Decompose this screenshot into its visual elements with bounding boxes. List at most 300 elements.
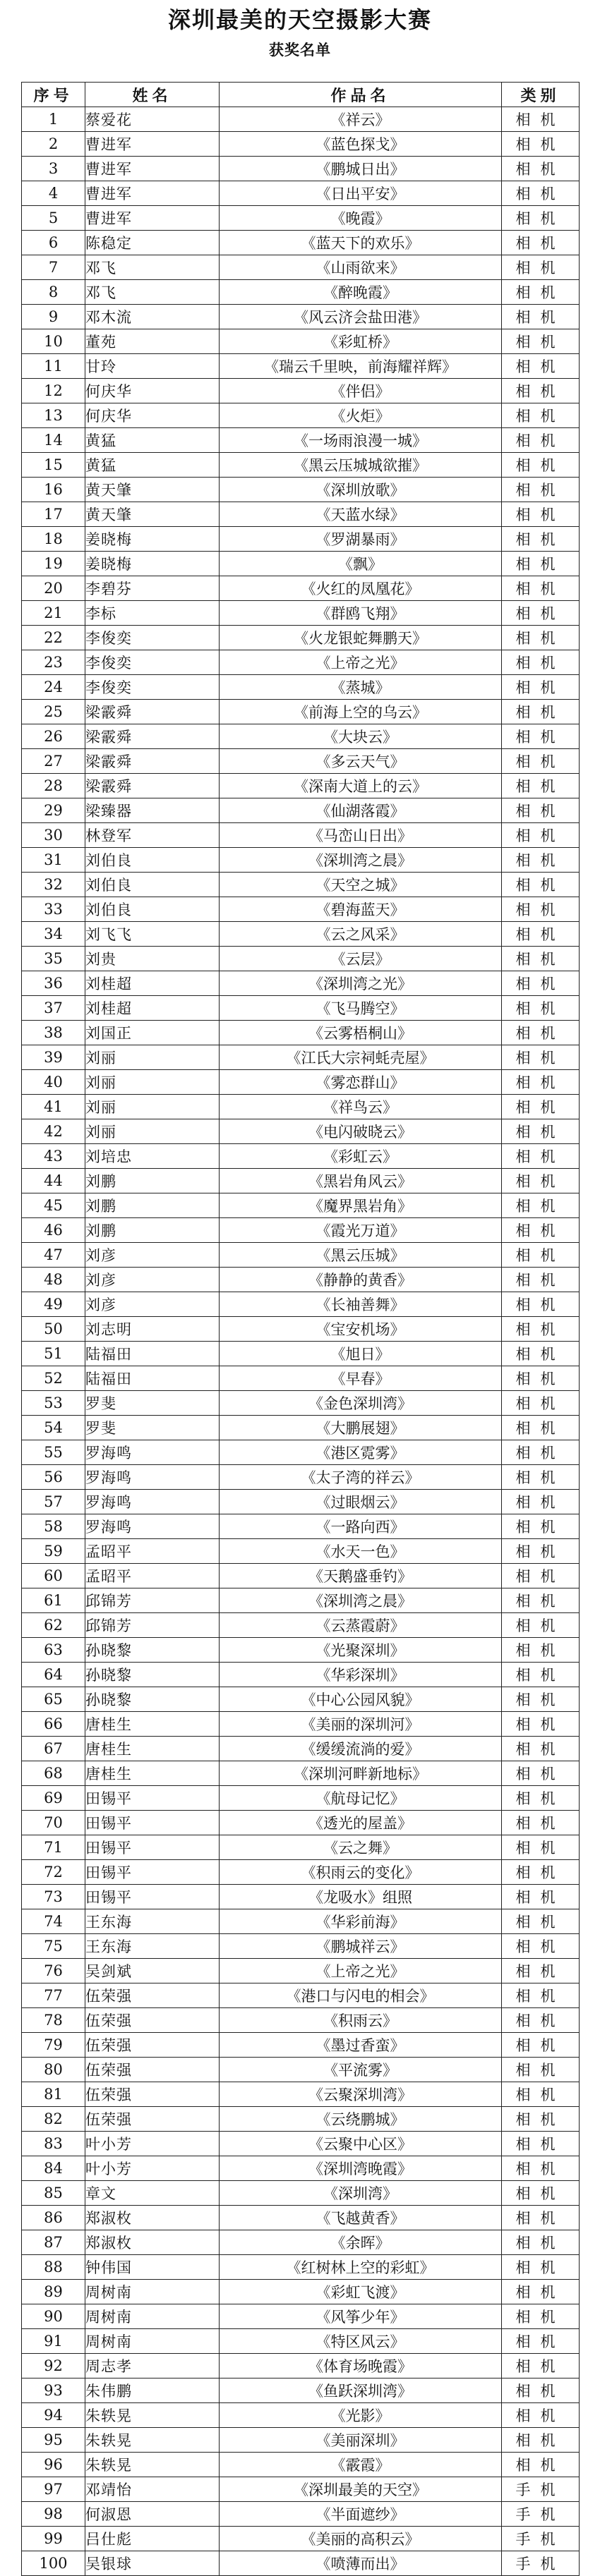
table-row — [22, 181, 580, 206]
serial-number: 84 — [22, 2156, 85, 2181]
photographer-name: 陆福田 — [85, 1342, 220, 1366]
table-row — [22, 1021, 580, 1045]
work-title: 《旭日》 — [220, 1342, 502, 1366]
work-title: 《伴侣》 — [220, 379, 502, 403]
category: 相机 — [502, 132, 580, 157]
photographer-name: 周树南 — [85, 2329, 220, 2354]
table-row — [22, 1934, 580, 1959]
work-title: 《仙湖落霞》 — [220, 798, 502, 823]
category: 相机 — [502, 724, 580, 749]
photographer-name: 刘鹏 — [85, 1193, 220, 1218]
work-title: 《霞光万道》 — [220, 1218, 502, 1243]
serial-number: 68 — [22, 1761, 85, 1786]
table-row — [22, 1095, 580, 1119]
photographer-name: 田锡平 — [85, 1786, 220, 1811]
category: 相机 — [502, 1638, 580, 1663]
table-row — [22, 107, 580, 132]
serial-number: 40 — [22, 1070, 85, 1095]
serial-number: 21 — [22, 601, 85, 626]
category: 相机 — [502, 428, 580, 453]
photographer-name: 朱伟鹏 — [85, 2378, 220, 2403]
category: 相机 — [502, 2255, 580, 2280]
serial-number: 6 — [22, 231, 85, 255]
category: 相机 — [502, 2403, 580, 2428]
work-title: 《龙吸水》组照 — [220, 1885, 502, 1909]
photographer-name: 孟昭平 — [85, 1564, 220, 1588]
table-row — [22, 897, 580, 922]
work-title: 《光影》 — [220, 2403, 502, 2428]
category: 相机 — [502, 1564, 580, 1588]
work-title: 《云蒸霞蔚》 — [220, 1613, 502, 1638]
serial-number: 28 — [22, 774, 85, 798]
serial-number: 89 — [22, 2280, 85, 2304]
serial-number: 66 — [22, 1712, 85, 1737]
photographer-name: 周树南 — [85, 2304, 220, 2329]
table-row — [22, 1070, 580, 1095]
table-row — [22, 2378, 580, 2403]
table-row — [22, 1983, 580, 2008]
table-row — [22, 2477, 580, 2502]
photographer-name: 刘桂超 — [85, 996, 220, 1021]
photographer-name: 刘飞飞 — [85, 922, 220, 947]
category: 相机 — [502, 774, 580, 798]
serial-number: 71 — [22, 1835, 85, 1860]
work-title: 《深圳河畔新地标》 — [220, 1761, 502, 1786]
serial-number: 22 — [22, 626, 85, 650]
photographer-name: 林登军 — [85, 823, 220, 848]
work-title: 《碧海蓝天》 — [220, 897, 502, 922]
photographer-name: 王东海 — [85, 1909, 220, 1934]
serial-number: 83 — [22, 2132, 85, 2156]
serial-number: 51 — [22, 1342, 85, 1366]
photographer-name: 李俊奕 — [85, 626, 220, 650]
serial-number: 13 — [22, 403, 85, 428]
work-title: 《山雨欲来》 — [220, 255, 502, 280]
category: 相机 — [502, 2206, 580, 2230]
serial-number: 36 — [22, 971, 85, 996]
serial-number: 9 — [22, 305, 85, 329]
photographer-name: 刘丽 — [85, 1119, 220, 1144]
serial-number: 56 — [22, 1465, 85, 1490]
photographer-name: 邓飞 — [85, 255, 220, 280]
work-title: 《云之舞》 — [220, 1835, 502, 1860]
work-title: 《深圳最美的天空》 — [220, 2477, 502, 2502]
category: 相机 — [502, 971, 580, 996]
work-title: 《云层》 — [220, 947, 502, 971]
photographer-name: 周志孝 — [85, 2354, 220, 2378]
photographer-name: 梁霰舜 — [85, 724, 220, 749]
category: 手机 — [502, 2527, 580, 2551]
work-title: 《多云天气》 — [220, 749, 502, 774]
work-title: 《美丽深圳》 — [220, 2428, 502, 2453]
category: 相机 — [502, 1983, 580, 2008]
table-row — [22, 1169, 580, 1193]
category: 相机 — [502, 1539, 580, 1564]
table-row — [22, 2156, 580, 2181]
work-title: 《宝安机场》 — [220, 1317, 502, 1342]
table-row — [22, 1366, 580, 1391]
category: 相机 — [502, 2329, 580, 2354]
table-row — [22, 2403, 580, 2428]
page-subtitle: 获奖名单 — [269, 41, 331, 59]
category: 相机 — [502, 2304, 580, 2329]
photographer-name: 李俊奕 — [85, 650, 220, 675]
work-title: 《前海上空的乌云》 — [220, 700, 502, 724]
photographer-name: 邓靖怡 — [85, 2477, 220, 2502]
photographer-name: 陆福田 — [85, 1366, 220, 1391]
category: 相机 — [502, 650, 580, 675]
serial-number: 96 — [22, 2453, 85, 2477]
category: 相机 — [502, 1613, 580, 1638]
serial-number: 10 — [22, 329, 85, 354]
serial-number: 17 — [22, 502, 85, 527]
table-row — [22, 1465, 580, 1490]
work-title: 《积雨云》 — [220, 2008, 502, 2033]
serial-number: 7 — [22, 255, 85, 280]
work-title: 《余晖》 — [220, 2230, 502, 2255]
table-row — [22, 157, 580, 181]
serial-number: 93 — [22, 2378, 85, 2403]
photographer-name: 刘伯良 — [85, 873, 220, 897]
work-title: 《光聚深圳》 — [220, 1638, 502, 1663]
category: 相机 — [502, 1317, 580, 1342]
table-row — [22, 403, 580, 428]
table-row — [22, 305, 580, 329]
category: 相机 — [502, 2354, 580, 2378]
serial-number: 92 — [22, 2354, 85, 2378]
work-title: 《飘》 — [220, 552, 502, 576]
photographer-name: 孙晓黎 — [85, 1663, 220, 1687]
category: 相机 — [502, 1860, 580, 1885]
photographer-name: 蔡爱花 — [85, 107, 220, 132]
work-title: 《风云济会盐田港》 — [220, 305, 502, 329]
photographer-name: 刘国正 — [85, 1021, 220, 1045]
category: 相机 — [502, 2058, 580, 2082]
category: 相机 — [502, 1663, 580, 1687]
table-row — [22, 527, 580, 552]
work-title: 《云之风采》 — [220, 922, 502, 947]
category: 相机 — [502, 2132, 580, 2156]
photographer-name: 王东海 — [85, 1934, 220, 1959]
work-title: 《云雾梧桐山》 — [220, 1021, 502, 1045]
work-title: 《江氏大宗祠蚝壳屋》 — [220, 1045, 502, 1070]
photographer-name: 姜晓梅 — [85, 527, 220, 552]
table-row — [22, 798, 580, 823]
table-row — [22, 280, 580, 305]
photographer-name: 何庆华 — [85, 403, 220, 428]
serial-number: 76 — [22, 1959, 85, 1983]
category: 相机 — [502, 2230, 580, 2255]
work-title: 《罗湖暴雨》 — [220, 527, 502, 552]
serial-number: 78 — [22, 2008, 85, 2033]
serial-number: 3 — [22, 157, 85, 181]
work-title: 《黑岩角风云》 — [220, 1169, 502, 1193]
photographer-name: 罗斐 — [85, 1416, 220, 1440]
table-row — [22, 650, 580, 675]
photographer-name: 刘丽 — [85, 1045, 220, 1070]
category: 手机 — [502, 2551, 580, 2576]
table-row — [22, 2107, 580, 2132]
work-title: 《火红的凤凰花》 — [220, 576, 502, 601]
photographer-name: 唐桂生 — [85, 1761, 220, 1786]
photographer-name: 刘丽 — [85, 1070, 220, 1095]
work-title: 《喷薄而出》 — [220, 2551, 502, 2576]
table-row — [22, 1860, 580, 1885]
serial-number: 18 — [22, 527, 85, 552]
table-row — [22, 206, 580, 231]
serial-number: 53 — [22, 1391, 85, 1416]
serial-number: 14 — [22, 428, 85, 453]
serial-number: 25 — [22, 700, 85, 724]
photographer-name: 吴剑斌 — [85, 1959, 220, 1983]
work-title: 《太子湾的祥云》 — [220, 1465, 502, 1490]
serial-number: 12 — [22, 379, 85, 403]
table-row — [22, 2008, 580, 2033]
serial-number: 42 — [22, 1119, 85, 1144]
table-row — [22, 996, 580, 1021]
work-title: 《魔界黑岩角》 — [220, 1193, 502, 1218]
category: 相机 — [502, 922, 580, 947]
category: 相机 — [502, 848, 580, 873]
page-title: 深圳最美的天空摄影大赛 — [167, 6, 432, 33]
photographer-name: 黄猛 — [85, 428, 220, 453]
category: 相机 — [502, 576, 580, 601]
work-title: 《天空之城》 — [220, 873, 502, 897]
photographer-name: 田锡平 — [85, 1860, 220, 1885]
work-title: 《金色深圳湾》 — [220, 1391, 502, 1416]
work-title: 《雾恋群山》 — [220, 1070, 502, 1095]
photographer-name: 唐桂生 — [85, 1737, 220, 1761]
table-row — [22, 1588, 580, 1613]
work-title: 《鹏城日出》 — [220, 157, 502, 181]
category: 相机 — [502, 231, 580, 255]
category: 相机 — [502, 675, 580, 700]
serial-number: 62 — [22, 1613, 85, 1638]
photographer-name: 邱锦芳 — [85, 1588, 220, 1613]
table-row — [22, 329, 580, 354]
photographer-name: 曹进军 — [85, 132, 220, 157]
table-row — [22, 848, 580, 873]
work-title: 《华彩深圳》 — [220, 1663, 502, 1687]
category: 相机 — [502, 873, 580, 897]
photographer-name: 邱锦芳 — [85, 1613, 220, 1638]
photographer-name: 黄天肇 — [85, 478, 220, 502]
work-title: 《港口与闪电的相会》 — [220, 1983, 502, 2008]
photographer-name: 罗海鸣 — [85, 1440, 220, 1465]
table-row — [22, 1514, 580, 1539]
table-row — [22, 2206, 580, 2230]
serial-number: 11 — [22, 354, 85, 379]
serial-number: 15 — [22, 453, 85, 478]
table-row — [22, 1638, 580, 1663]
photographer-name: 田锡平 — [85, 1811, 220, 1835]
serial-number: 4 — [22, 181, 85, 206]
serial-number: 5 — [22, 206, 85, 231]
photographer-name: 伍荣强 — [85, 2033, 220, 2058]
photographer-name: 孙晓黎 — [85, 1687, 220, 1712]
category: 相机 — [502, 700, 580, 724]
table-row — [22, 1045, 580, 1070]
table-row — [22, 1144, 580, 1169]
table-row — [22, 2033, 580, 2058]
serial-number: 37 — [22, 996, 85, 1021]
work-title: 《华彩前海》 — [220, 1909, 502, 1934]
serial-number: 79 — [22, 2033, 85, 2058]
category: 相机 — [502, 1268, 580, 1292]
table-row — [22, 1193, 580, 1218]
serial-number: 87 — [22, 2230, 85, 2255]
serial-number: 69 — [22, 1786, 85, 1811]
serial-number: 24 — [22, 675, 85, 700]
photographer-name: 刘彦 — [85, 1268, 220, 1292]
work-title: 《过眼烟云》 — [220, 1490, 502, 1514]
category: 相机 — [502, 1342, 580, 1366]
category: 相机 — [502, 996, 580, 1021]
category: 相机 — [502, 1095, 580, 1119]
work-title: 《彩虹云》 — [220, 1144, 502, 1169]
serial-number: 61 — [22, 1588, 85, 1613]
photographer-name: 姜晓梅 — [85, 552, 220, 576]
photographer-name: 刘伯良 — [85, 897, 220, 922]
work-title: 《一路向西》 — [220, 1514, 502, 1539]
table-row — [22, 2527, 580, 2551]
work-title: 《彩虹桥》 — [220, 329, 502, 354]
photographer-name: 黄猛 — [85, 453, 220, 478]
table-row — [22, 379, 580, 403]
serial-number: 2 — [22, 132, 85, 157]
category: 相机 — [502, 823, 580, 848]
table-row — [22, 1564, 580, 1588]
photographer-name: 田锡平 — [85, 1835, 220, 1860]
photographer-name: 梁臻器 — [85, 798, 220, 823]
table-row — [22, 2230, 580, 2255]
serial-number: 60 — [22, 1564, 85, 1588]
category: 相机 — [502, 329, 580, 354]
photographer-name: 刘彦 — [85, 1292, 220, 1317]
serial-number: 70 — [22, 1811, 85, 1835]
photographer-name: 罗海鸣 — [85, 1465, 220, 1490]
category: 相机 — [502, 2428, 580, 2453]
photographer-name: 孙晓黎 — [85, 1638, 220, 1663]
work-title: 《蓝天下的欢乐》 — [220, 231, 502, 255]
table-row — [22, 231, 580, 255]
category: 相机 — [502, 1021, 580, 1045]
serial-number: 94 — [22, 2403, 85, 2428]
table-row — [22, 724, 580, 749]
category: 相机 — [502, 1193, 580, 1218]
work-title: 《云绕鹏城》 — [220, 2107, 502, 2132]
photographer-name: 邓飞 — [85, 280, 220, 305]
serial-number: 46 — [22, 1218, 85, 1243]
work-title: 《美丽的深圳河》 — [220, 1712, 502, 1737]
photographer-name: 黄天肇 — [85, 502, 220, 527]
table-row — [22, 1613, 580, 1638]
table-row — [22, 1391, 580, 1416]
work-title: 《深圳湾》 — [220, 2181, 502, 2206]
photographer-name: 刘桂超 — [85, 971, 220, 996]
work-title: 《深圳湾之晨》 — [220, 848, 502, 873]
table-row — [22, 2329, 580, 2354]
table-row — [22, 2280, 580, 2304]
photographer-name: 罗海鸣 — [85, 1490, 220, 1514]
category: 相机 — [502, 1243, 580, 1268]
photographer-name: 曹进军 — [85, 157, 220, 181]
photographer-name: 刘鹏 — [85, 1169, 220, 1193]
work-title: 《火炬》 — [220, 403, 502, 428]
table-row — [22, 2354, 580, 2378]
serial-number: 26 — [22, 724, 85, 749]
serial-number: 63 — [22, 1638, 85, 1663]
serial-number: 55 — [22, 1440, 85, 1465]
photographer-name: 孟昭平 — [85, 1539, 220, 1564]
work-title: 《飞马腾空》 — [220, 996, 502, 1021]
category: 相机 — [502, 1737, 580, 1761]
photographer-name: 刘鹏 — [85, 1218, 220, 1243]
work-title: 《深南大道上的云》 — [220, 774, 502, 798]
work-title: 《风筝少年》 — [220, 2304, 502, 2329]
serial-number: 67 — [22, 1737, 85, 1761]
category: 相机 — [502, 1959, 580, 1983]
photographer-name: 章文 — [85, 2181, 220, 2206]
category: 相机 — [502, 749, 580, 774]
category: 相机 — [502, 1885, 580, 1909]
work-title: 《美丽的高积云》 — [220, 2527, 502, 2551]
table-row — [22, 749, 580, 774]
category: 手机 — [502, 2477, 580, 2502]
serial-number: 1 — [22, 107, 85, 132]
work-title: 《上帝之光》 — [220, 1959, 502, 1983]
table-row — [22, 1712, 580, 1737]
serial-number: 64 — [22, 1663, 85, 1687]
serial-number: 19 — [22, 552, 85, 576]
serial-number: 98 — [22, 2502, 85, 2527]
category: 相机 — [502, 181, 580, 206]
table-row — [22, 552, 580, 576]
table-row — [22, 1835, 580, 1860]
photographer-name: 唐桂生 — [85, 1712, 220, 1737]
category: 相机 — [502, 305, 580, 329]
table-row — [22, 774, 580, 798]
category: 相机 — [502, 1366, 580, 1391]
work-title: 《群鸥飞翔》 — [220, 601, 502, 626]
photographer-name: 罗海鸣 — [85, 1514, 220, 1539]
serial-number: 39 — [22, 1045, 85, 1070]
table-row — [22, 1416, 580, 1440]
category: 相机 — [502, 255, 580, 280]
work-title: 《云聚中心区》 — [220, 2132, 502, 2156]
category: 相机 — [502, 280, 580, 305]
serial-number: 86 — [22, 2206, 85, 2230]
table-body — [22, 107, 580, 2576]
table-row — [22, 1119, 580, 1144]
table-row — [22, 2551, 580, 2576]
category: 相机 — [502, 157, 580, 181]
table-row — [22, 601, 580, 626]
photographer-name: 吴银球 — [85, 2551, 220, 2576]
work-title: 《马峦山日出》 — [220, 823, 502, 848]
photographer-name: 叶小芳 — [85, 2132, 220, 2156]
photographer-name: 钟伟国 — [85, 2255, 220, 2280]
serial-number: 97 — [22, 2477, 85, 2502]
winners-table — [21, 82, 580, 2576]
category: 相机 — [502, 2378, 580, 2403]
work-title: 《日出平安》 — [220, 181, 502, 206]
work-title: 《大块云》 — [220, 724, 502, 749]
table-row — [22, 873, 580, 897]
photographer-name: 伍荣强 — [85, 2082, 220, 2107]
category: 相机 — [502, 1514, 580, 1539]
photographer-name: 郑淑枚 — [85, 2230, 220, 2255]
